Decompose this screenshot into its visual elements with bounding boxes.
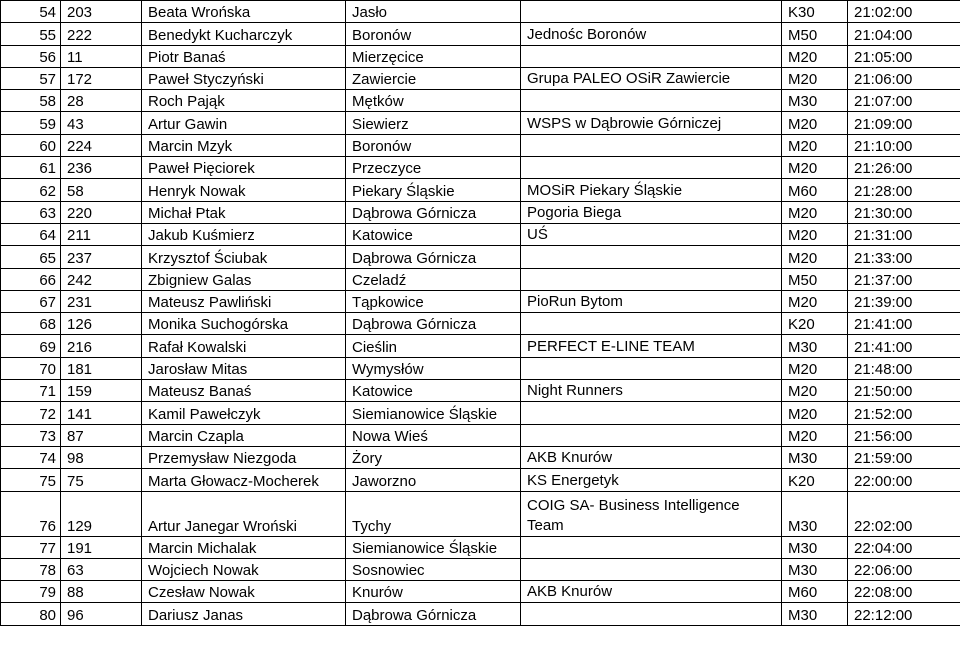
club-cell: [521, 90, 782, 112]
finish-time-cell: 21:07:00: [848, 90, 960, 112]
runner-name-cell: Wojciech Nowak: [142, 558, 346, 580]
club-cell: [521, 424, 782, 446]
table-row: [1, 357, 960, 379]
table-row: [1, 223, 960, 245]
table-row: [1, 446, 960, 468]
club-cell: MOSiR Piekary Śląskie: [521, 179, 782, 201]
runner-name-cell: Jakub Kuśmierz: [142, 223, 346, 245]
runner-name-cell: Przemysław Niezgoda: [142, 446, 346, 468]
club-cell: [521, 45, 782, 67]
category-cell: M50: [782, 268, 848, 290]
place-cell: 76: [1, 491, 61, 536]
category-cell: M20: [782, 402, 848, 424]
table-row: [1, 246, 960, 268]
category-cell: M20: [782, 67, 848, 89]
bib-number-cell: 224: [61, 134, 142, 156]
club-cell: Grupa PALEO OSiR Zawiercie: [521, 67, 782, 89]
place-cell: 72: [1, 402, 61, 424]
bib-number-cell: 11: [61, 45, 142, 67]
bib-number-cell: 129: [61, 491, 142, 536]
runner-name-cell: Artur Janegar Wroński: [142, 491, 346, 536]
finish-time-cell: 21:30:00: [848, 201, 960, 223]
finish-time-cell: 21:48:00: [848, 357, 960, 379]
finish-time-cell: 22:00:00: [848, 469, 960, 491]
club-cell: [521, 357, 782, 379]
place-cell: 65: [1, 246, 61, 268]
bib-number-cell: 211: [61, 223, 142, 245]
club-cell: [521, 536, 782, 558]
place-cell: 57: [1, 67, 61, 89]
bib-number-cell: 242: [61, 268, 142, 290]
place-cell: 64: [1, 223, 61, 245]
club-cell: [521, 313, 782, 335]
place-cell: 61: [1, 157, 61, 179]
bib-number-cell: 203: [61, 1, 142, 23]
bib-number-cell: 58: [61, 179, 142, 201]
bib-number-cell: 28: [61, 90, 142, 112]
place-cell: 58: [1, 90, 61, 112]
category-cell: M30: [782, 90, 848, 112]
club-cell: AKB Knurów: [521, 581, 782, 603]
place-cell: 67: [1, 290, 61, 312]
finish-time-cell: 21:31:00: [848, 223, 960, 245]
runner-name-cell: Zbigniew Galas: [142, 268, 346, 290]
bib-number-cell: 126: [61, 313, 142, 335]
city-cell: Sosnowiec: [346, 558, 521, 580]
table-row: [1, 313, 960, 335]
table-row: [1, 45, 960, 67]
city-cell: Katowice: [346, 380, 521, 402]
club-cell: [521, 603, 782, 625]
club-cell: [521, 134, 782, 156]
runner-name-cell: Rafał Kowalski: [142, 335, 346, 357]
bib-number-cell: 231: [61, 290, 142, 312]
place-cell: 59: [1, 112, 61, 134]
runner-name-cell: Marcin Czapla: [142, 424, 346, 446]
category-cell: M20: [782, 223, 848, 245]
finish-time-cell: 21:06:00: [848, 67, 960, 89]
finish-time-cell: 22:02:00: [848, 491, 960, 536]
city-cell: Katowice: [346, 223, 521, 245]
city-cell: Czeladź: [346, 268, 521, 290]
city-cell: Przeczyce: [346, 157, 521, 179]
finish-time-cell: 22:12:00: [848, 603, 960, 625]
table-row: [1, 536, 960, 558]
finish-time-cell: 21:41:00: [848, 313, 960, 335]
runner-name-cell: Kamil Pawełczyk: [142, 402, 346, 424]
city-cell: Dąbrowa Górnicza: [346, 313, 521, 335]
runner-name-cell: Michał Ptak: [142, 201, 346, 223]
place-cell: 68: [1, 313, 61, 335]
place-cell: 80: [1, 603, 61, 625]
club-cell: [521, 1, 782, 23]
place-cell: 60: [1, 134, 61, 156]
table-row: [1, 179, 960, 201]
table-row: [1, 424, 960, 446]
category-cell: M30: [782, 558, 848, 580]
table-row: [1, 581, 960, 603]
city-cell: Piekary Śląskie: [346, 179, 521, 201]
city-cell: Mierzęcice: [346, 45, 521, 67]
runner-name-cell: Henryk Nowak: [142, 179, 346, 201]
table-row: [1, 491, 960, 536]
club-cell: [521, 157, 782, 179]
place-cell: 69: [1, 335, 61, 357]
runner-name-cell: Mateusz Banaś: [142, 380, 346, 402]
finish-time-cell: 21:05:00: [848, 45, 960, 67]
category-cell: M60: [782, 581, 848, 603]
place-cell: 71: [1, 380, 61, 402]
bib-number-cell: 172: [61, 67, 142, 89]
bib-number-cell: 220: [61, 201, 142, 223]
city-cell: Dąbrowa Górnicza: [346, 201, 521, 223]
category-cell: M20: [782, 290, 848, 312]
finish-time-cell: 22:08:00: [848, 581, 960, 603]
place-cell: 54: [1, 1, 61, 23]
runner-name-cell: Beata Wrońska: [142, 1, 346, 23]
place-cell: 74: [1, 446, 61, 468]
city-cell: Żory: [346, 446, 521, 468]
table-row: [1, 112, 960, 134]
city-cell: Tychy: [346, 491, 521, 536]
city-cell: Knurów: [346, 581, 521, 603]
city-cell: Dąbrowa Górnicza: [346, 246, 521, 268]
runner-name-cell: Artur Gawin: [142, 112, 346, 134]
place-cell: 79: [1, 581, 61, 603]
table-row: [1, 380, 960, 402]
finish-time-cell: 21:41:00: [848, 335, 960, 357]
place-cell: 56: [1, 45, 61, 67]
club-cell: PioRun Bytom: [521, 290, 782, 312]
city-cell: Wymysłów: [346, 357, 521, 379]
category-cell: M20: [782, 201, 848, 223]
runner-name-cell: Krzysztof Ściubak: [142, 246, 346, 268]
runner-name-cell: Marta Głowacz-Mocherek: [142, 469, 346, 491]
runner-name-cell: Paweł Styczyński: [142, 67, 346, 89]
city-cell: Siemianowice Śląskie: [346, 536, 521, 558]
city-cell: Dąbrowa Górnicza: [346, 603, 521, 625]
bib-number-cell: 159: [61, 380, 142, 402]
table-row: [1, 558, 960, 580]
table-row: [1, 335, 960, 357]
city-cell: Siemianowice Śląskie: [346, 402, 521, 424]
place-cell: 78: [1, 558, 61, 580]
category-cell: M20: [782, 246, 848, 268]
category-cell: K20: [782, 469, 848, 491]
club-cell: Jednośc Boronów: [521, 23, 782, 45]
club-cell: UŚ: [521, 223, 782, 245]
finish-time-cell: 21:56:00: [848, 424, 960, 446]
table-row: [1, 157, 960, 179]
bib-number-cell: 236: [61, 157, 142, 179]
club-cell: KS Energetyk: [521, 469, 782, 491]
city-cell: Nowa Wieś: [346, 424, 521, 446]
category-cell: M30: [782, 536, 848, 558]
bib-number-cell: 96: [61, 603, 142, 625]
table-row: [1, 603, 960, 625]
city-cell: Zawiercie: [346, 67, 521, 89]
runner-name-cell: Benedykt Kucharczyk: [142, 23, 346, 45]
runner-name-cell: Paweł Pięciorek: [142, 157, 346, 179]
table-row: [1, 67, 960, 89]
bib-number-cell: 216: [61, 335, 142, 357]
bib-number-cell: 237: [61, 246, 142, 268]
finish-time-cell: 21:04:00: [848, 23, 960, 45]
category-cell: M30: [782, 491, 848, 536]
category-cell: M50: [782, 23, 848, 45]
bib-number-cell: 181: [61, 357, 142, 379]
city-cell: Siewierz: [346, 112, 521, 134]
bib-number-cell: 88: [61, 581, 142, 603]
finish-time-cell: 21:26:00: [848, 157, 960, 179]
club-cell: [521, 246, 782, 268]
city-cell: Mętków: [346, 90, 521, 112]
bib-number-cell: 141: [61, 402, 142, 424]
table-row: [1, 268, 960, 290]
bib-number-cell: 87: [61, 424, 142, 446]
category-cell: M20: [782, 134, 848, 156]
club-cell: [521, 402, 782, 424]
category-cell: M20: [782, 45, 848, 67]
category-cell: M30: [782, 603, 848, 625]
city-cell: Cieślin: [346, 335, 521, 357]
bib-number-cell: 222: [61, 23, 142, 45]
finish-time-cell: 21:09:00: [848, 112, 960, 134]
category-cell: M20: [782, 357, 848, 379]
place-cell: 62: [1, 179, 61, 201]
place-cell: 66: [1, 268, 61, 290]
runner-name-cell: Dariusz Janas: [142, 603, 346, 625]
finish-time-cell: 21:33:00: [848, 246, 960, 268]
club-cell: Night Runners: [521, 380, 782, 402]
results-body: [1, 1, 960, 626]
category-cell: M20: [782, 112, 848, 134]
category-cell: M60: [782, 179, 848, 201]
bib-number-cell: 98: [61, 446, 142, 468]
city-cell: Jasło: [346, 1, 521, 23]
place-cell: 73: [1, 424, 61, 446]
category-cell: K30: [782, 1, 848, 23]
table-row: [1, 1, 960, 23]
finish-time-cell: 21:10:00: [848, 134, 960, 156]
table-row: [1, 290, 960, 312]
table-row: [1, 23, 960, 45]
table-row: [1, 469, 960, 491]
bib-number-cell: 75: [61, 469, 142, 491]
table-row: [1, 134, 960, 156]
place-cell: 77: [1, 536, 61, 558]
finish-time-cell: 21:52:00: [848, 402, 960, 424]
city-cell: Jaworzno: [346, 469, 521, 491]
club-cell: [521, 268, 782, 290]
club-cell: [521, 558, 782, 580]
finish-time-cell: 22:04:00: [848, 536, 960, 558]
bib-number-cell: 63: [61, 558, 142, 580]
runner-name-cell: Jarosław Mitas: [142, 357, 346, 379]
category-cell: M30: [782, 335, 848, 357]
runner-name-cell: Roch Pająk: [142, 90, 346, 112]
place-cell: 75: [1, 469, 61, 491]
city-cell: Boronów: [346, 23, 521, 45]
category-cell: M20: [782, 380, 848, 402]
finish-time-cell: 21:50:00: [848, 380, 960, 402]
finish-time-cell: 21:59:00: [848, 446, 960, 468]
club-cell: PERFECT E-LINE TEAM: [521, 335, 782, 357]
club-cell: COIG SA- Business Intelligence Team: [521, 491, 782, 536]
category-cell: K20: [782, 313, 848, 335]
runner-name-cell: Marcin Mzyk: [142, 134, 346, 156]
place-cell: 63: [1, 201, 61, 223]
finish-time-cell: 21:37:00: [848, 268, 960, 290]
bib-number-cell: 43: [61, 112, 142, 134]
category-cell: M30: [782, 446, 848, 468]
category-cell: M20: [782, 424, 848, 446]
runner-name-cell: Czesław Nowak: [142, 581, 346, 603]
table-row: [1, 90, 960, 112]
runner-name-cell: Mateusz Pawliński: [142, 290, 346, 312]
finish-time-cell: 21:39:00: [848, 290, 960, 312]
finish-time-cell: 21:28:00: [848, 179, 960, 201]
runner-name-cell: Monika Suchogórska: [142, 313, 346, 335]
runner-name-cell: Piotr Banaś: [142, 45, 346, 67]
finish-time-cell: 21:02:00: [848, 1, 960, 23]
finish-time-cell: 22:06:00: [848, 558, 960, 580]
table-row: [1, 402, 960, 424]
city-cell: Tąpkowice: [346, 290, 521, 312]
club-cell: AKB Knurów: [521, 446, 782, 468]
place-cell: 70: [1, 357, 61, 379]
table-row: [1, 201, 960, 223]
category-cell: M20: [782, 157, 848, 179]
club-cell: Pogoria Biega: [521, 201, 782, 223]
club-cell: WSPS w Dąbrowie Górniczej: [521, 112, 782, 134]
runner-name-cell: Marcin Michalak: [142, 536, 346, 558]
city-cell: Boronów: [346, 134, 521, 156]
bib-number-cell: 191: [61, 536, 142, 558]
place-cell: 55: [1, 23, 61, 45]
